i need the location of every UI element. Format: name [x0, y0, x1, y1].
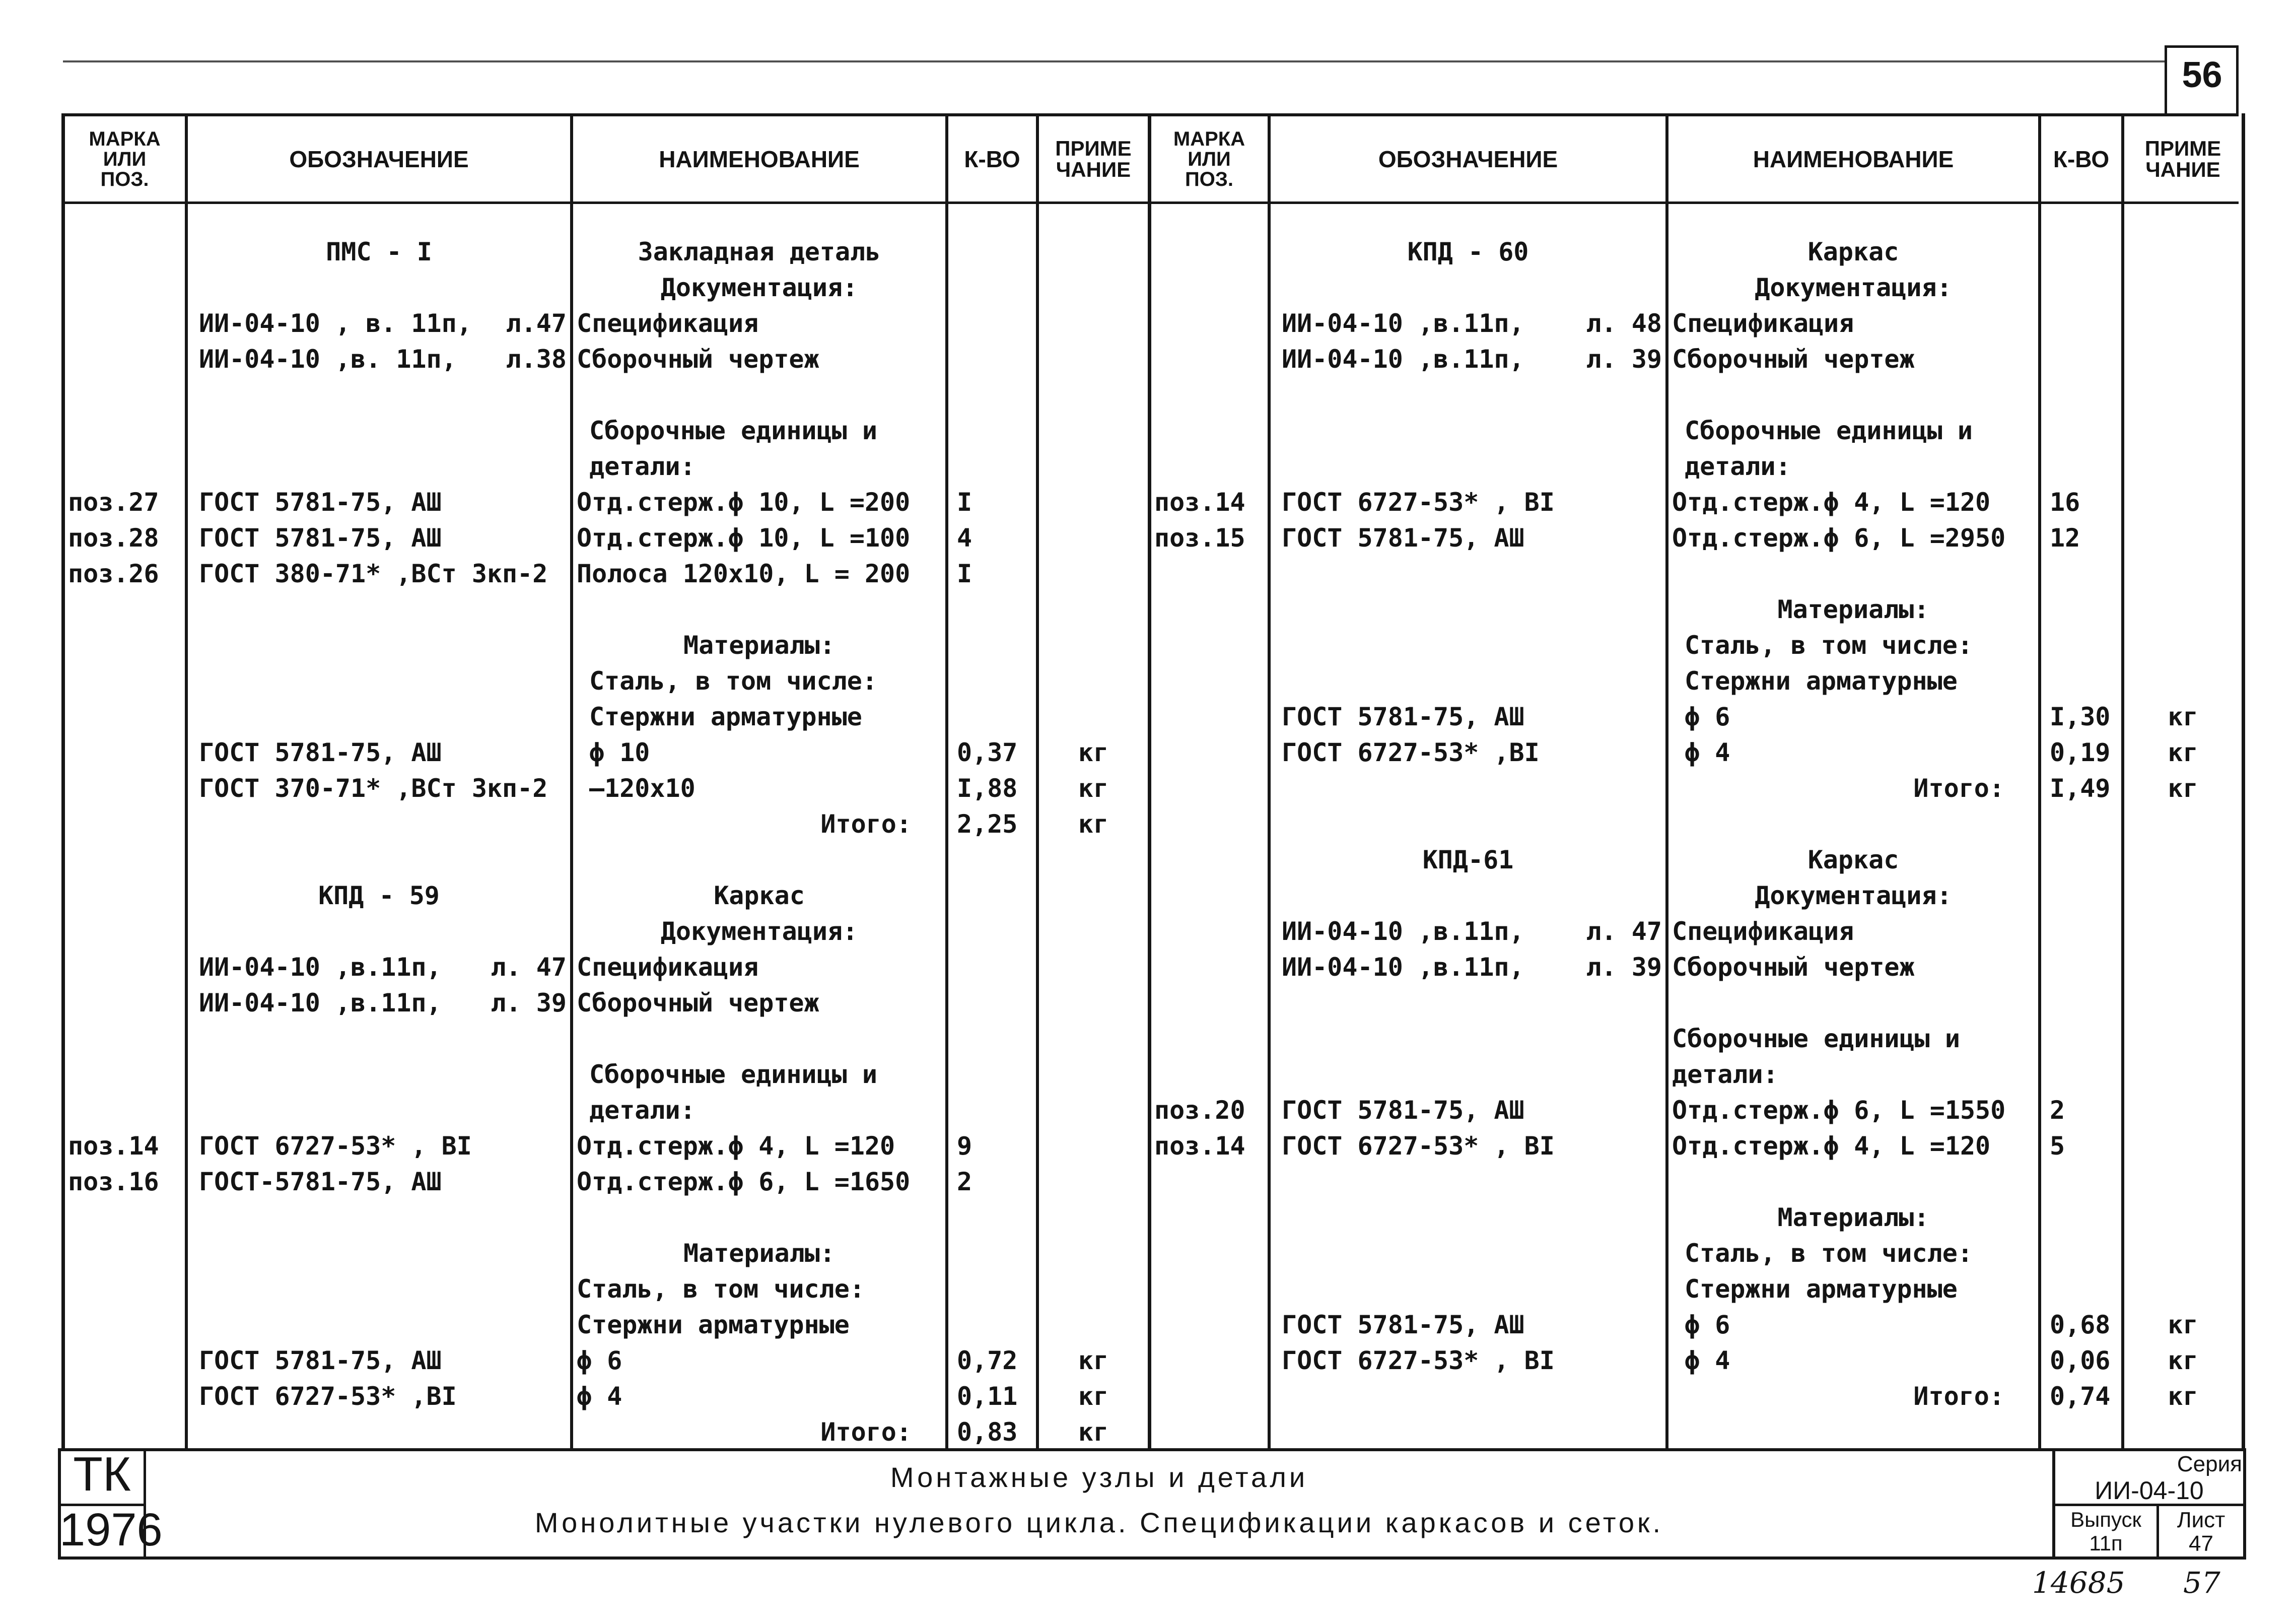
- designation: ИИ-04-10 ,в.11п,: [199, 953, 442, 982]
- stamp-bottom-border: [58, 1557, 2246, 1560]
- right-header-name: НАИМЕНОВАНИЕ: [1753, 146, 1954, 172]
- designation: ИИ-04-10 ,в.11п,: [1282, 345, 1524, 374]
- position-mark: поз.20: [1154, 1096, 1245, 1125]
- item-name: Сборочный чертеж: [577, 988, 819, 1018]
- item-name: Сборочные единицы и: [1672, 1024, 1960, 1053]
- designation: ГОСТ-5781-75, АШ: [199, 1167, 442, 1196]
- quantity: 5: [2050, 1131, 2065, 1161]
- name-heading: Материалы:: [1777, 1203, 1929, 1232]
- designation: ГОСТ 5781-75, АШ: [1282, 702, 1524, 731]
- footer-page-number: 57: [2183, 1566, 2220, 1600]
- unit-note: кг: [1078, 774, 1109, 803]
- item-name: Полоса 120x10, L = 200: [577, 559, 911, 588]
- page-number-box-right: [2236, 45, 2239, 113]
- quantity: 2,25: [957, 809, 1018, 839]
- item-name: Спецификация: [577, 953, 759, 982]
- item-name: –120x10: [589, 774, 695, 803]
- item-name: ϕ 6: [1685, 702, 1730, 731]
- designation: ИИ-04-10 ,в.11п,: [1282, 917, 1524, 946]
- item-name: детали:: [1685, 452, 1791, 481]
- item-name: ϕ 4: [1685, 1346, 1730, 1375]
- item-name: Отд.стерж.ϕ 6, L =1550: [1672, 1096, 2006, 1125]
- designation: ГОСТ 5781-75, АШ: [1282, 523, 1524, 553]
- quantity: 0,11: [957, 1382, 1018, 1411]
- position-mark: поз.14: [1154, 488, 1245, 517]
- designation: ГОСТ 6727-53* ,BI: [199, 1382, 457, 1411]
- column-divider: [61, 113, 65, 1448]
- quantity: 0,68: [2050, 1310, 2111, 1339]
- column-divider: [2038, 113, 2041, 1448]
- name-heading: Документация:: [1755, 881, 1952, 910]
- unit-note: кг: [2168, 1310, 2198, 1339]
- item-name: Отд.стерж.ϕ 4, L =120: [1672, 488, 1991, 517]
- quantity: 16: [2050, 488, 2080, 517]
- quantity: 0,72: [957, 1346, 1018, 1375]
- page-number-box-top: [2165, 45, 2239, 48]
- item-name: Спецификация: [577, 309, 759, 338]
- name-heading: Материалы:: [683, 631, 836, 660]
- quantity: I,30: [2050, 702, 2111, 731]
- quantity: I: [957, 559, 972, 588]
- position-mark: поз.14: [1154, 1131, 1245, 1161]
- designation: ГОСТ 5781-75, АШ: [1282, 1310, 1524, 1339]
- designation: ГОСТ 5781-75, АШ: [199, 523, 442, 553]
- position-mark: поз.14: [68, 1131, 159, 1161]
- unit-note: кг: [1078, 809, 1109, 839]
- name-heading: Каркас: [1807, 237, 1899, 266]
- item-name: Отд.стерж.ϕ 4, L =120: [577, 1131, 895, 1161]
- designation: ГОСТ 380-71* ,ВСт 3кп-2: [199, 559, 548, 588]
- designation: ГОСТ 6727-53* , BI: [199, 1131, 472, 1161]
- designation: ГОСТ 5781-75, АШ: [1282, 1096, 1524, 1125]
- sheet-reference: л.47: [506, 309, 567, 338]
- position-mark: поз.28: [68, 523, 159, 553]
- item-name: детали:: [589, 452, 695, 481]
- item-name: детали:: [589, 1096, 695, 1125]
- position-mark: поз.16: [68, 1167, 159, 1196]
- item-name: ϕ 6: [1685, 1310, 1730, 1339]
- left-header-qty: К-ВО: [964, 146, 1020, 172]
- unit-note: кг: [1078, 1382, 1109, 1411]
- item-name: Сборочный чертеж: [1672, 953, 1915, 982]
- page-number: 56: [2182, 55, 2222, 95]
- unit-note: кг: [2168, 738, 2198, 767]
- sheet-reference: л.38: [506, 345, 567, 374]
- issue-label: Выпуск: [2070, 1508, 2141, 1531]
- left-header-mark: МАРКА ИЛИ ПОЗ.: [89, 128, 161, 190]
- series-value: ИИ-04-10: [2095, 1476, 2204, 1505]
- item-name: Сталь, в том числе:: [1685, 631, 1973, 660]
- item-name: Стержни арматурные: [1685, 1274, 1958, 1304]
- issue-value: 11п: [2089, 1531, 2123, 1555]
- quantity: 0,19: [2050, 738, 2111, 767]
- position-mark: поз.15: [1154, 523, 1245, 553]
- sheet-reference: л. 48: [1586, 309, 1662, 338]
- unit-note: кг: [2168, 774, 2198, 803]
- top-rule: [63, 60, 2166, 62]
- sheet-label: Лист: [2177, 1508, 2225, 1532]
- item-name: ϕ 4: [1685, 738, 1730, 767]
- designation: ГОСТ 6727-53* , BI: [1282, 1346, 1555, 1375]
- item-name: ϕ 4: [577, 1382, 622, 1411]
- designation: ИИ-04-10 ,в.11п,: [1282, 309, 1524, 338]
- name-heading: Каркас: [1807, 845, 1899, 874]
- position-mark: поз.27: [68, 488, 159, 517]
- quantity: 9: [957, 1131, 972, 1161]
- item-mark-title: КПД - 60: [1407, 237, 1529, 266]
- item-name: Сталь, в том числе:: [577, 1274, 865, 1304]
- name-heading: Каркас: [714, 881, 805, 910]
- total-label: Итого:: [820, 1417, 912, 1447]
- table-bottom-border: [58, 1448, 2246, 1451]
- right-header-qty: К-ВО: [2053, 146, 2110, 172]
- designation: ИИ-04-10 ,в.11п,: [199, 988, 442, 1018]
- item-name: Стержни арматурные: [577, 1310, 850, 1339]
- item-name: Сборочные единицы и: [589, 1060, 877, 1089]
- left-header-note: ПРИМЕ ЧАНИЕ: [1055, 137, 1132, 181]
- left-header-designation: ОБОЗНАЧЕНИЕ: [289, 146, 469, 172]
- item-name: Сборочные единицы и: [589, 416, 877, 445]
- name-heading: Материалы:: [683, 1239, 836, 1268]
- item-name: Спецификация: [1672, 917, 1854, 946]
- item-name: Сталь, в том числе:: [1685, 1239, 1973, 1268]
- stamp-year: 1976: [59, 1504, 163, 1555]
- drawing-title-line-1: Монтажные узлы и детали: [890, 1461, 1308, 1493]
- series-label: Серия: [2177, 1452, 2242, 1476]
- item-name: Сборочные единицы и: [1685, 416, 1973, 445]
- quantity: 2: [2050, 1096, 2065, 1125]
- unit-note: кг: [2168, 1346, 2198, 1375]
- sheet-reference: л. 47: [1586, 917, 1662, 946]
- quantity: 0,83: [957, 1417, 1018, 1447]
- quantity: I,88: [957, 774, 1018, 803]
- item-mark-title: ПМС - I: [326, 237, 432, 266]
- item-name: Сталь, в том числе:: [589, 666, 877, 696]
- position-mark: поз.26: [68, 559, 159, 588]
- designation: ГОСТ 370-71* ,ВСт 3кп-2: [199, 774, 548, 803]
- item-name: Отд.стерж.ϕ 6, L =1650: [577, 1167, 911, 1196]
- total-label: Итого:: [1913, 774, 2004, 803]
- right-header-mark: МАРКА ИЛИ ПОЗ.: [1173, 128, 1245, 190]
- designation: ИИ-04-10 ,в. 11п,: [199, 345, 457, 374]
- left-header-name: НАИМЕНОВАНИЕ: [659, 146, 860, 172]
- item-name: Отд.стерж.ϕ 4, L =120: [1672, 1131, 1991, 1161]
- item-name: Сборочный чертеж: [1672, 345, 1915, 374]
- stamp-org: ТК: [73, 1447, 131, 1501]
- designation: ГОСТ 5781-75, АШ: [199, 488, 442, 517]
- designation: ГОСТ 6727-53* ,BI: [1282, 738, 1540, 767]
- item-name: Сборочный чертеж: [577, 345, 819, 374]
- name-heading: Материалы:: [1777, 595, 1929, 624]
- unit-note: кг: [1078, 738, 1109, 767]
- item-name: Отд.стерж.ϕ 10, L =200: [577, 488, 911, 517]
- quantity: 2: [957, 1167, 972, 1196]
- name-heading: Документация:: [660, 917, 858, 946]
- designation: ГОСТ 6727-53* , BI: [1282, 488, 1555, 517]
- sheet-reference: л. 39: [1586, 345, 1662, 374]
- quantity: I: [957, 488, 972, 517]
- name-heading: Закладная деталь: [638, 237, 881, 266]
- inventory-number: 14685: [2032, 1566, 2125, 1600]
- unit-note: кг: [1078, 1346, 1109, 1375]
- designation: ГОСТ 5781-75, АШ: [199, 1346, 442, 1375]
- designation: ГОСТ 6727-53* , BI: [1282, 1131, 1555, 1161]
- total-label: Итого:: [1913, 1382, 2004, 1411]
- item-name: детали:: [1672, 1060, 1778, 1089]
- drawing-title-line-2: Монолитные участки нулевого цикла. Спецификации каркасов и сеток.: [534, 1507, 1664, 1538]
- sheet-reference: л. 47: [491, 953, 567, 982]
- designation: ИИ-04-10 , в. 11п,: [199, 309, 472, 338]
- quantity: 12: [2050, 523, 2080, 553]
- unit-note: кг: [1078, 1417, 1109, 1447]
- right-header-designation: ОБОЗНАЧЕНИЕ: [1378, 146, 1558, 172]
- designation: ИИ-04-10 ,в.11п,: [1282, 953, 1524, 982]
- item-name: Отд.стерж.ϕ 6, L =2950: [1672, 523, 2006, 553]
- quantity: 0,37: [957, 738, 1018, 767]
- quantity: 4: [957, 523, 972, 553]
- item-name: Отд.стерж.ϕ 10, L =100: [577, 523, 911, 553]
- right-header-note: ПРИМЕ ЧАНИЕ: [2144, 137, 2221, 181]
- unit-note: кг: [2168, 1382, 2198, 1411]
- page-number-box-left: [2165, 45, 2167, 113]
- item-mark-title: КПД - 59: [318, 881, 440, 910]
- quantity: 0,74: [2050, 1382, 2111, 1411]
- item-mark-title: КПД-61: [1422, 845, 1514, 874]
- name-heading: Документация:: [1755, 273, 1952, 302]
- item-name: Стержни арматурные: [1685, 666, 1958, 696]
- sheet-value: 47: [2189, 1531, 2213, 1556]
- sheet-reference: л. 39: [1586, 953, 1662, 982]
- unit-note: кг: [2168, 702, 2198, 731]
- sheet-reference: л. 39: [491, 988, 567, 1018]
- item-name: Стержни арматурные: [589, 702, 862, 731]
- designation: ГОСТ 5781-75, АШ: [199, 738, 442, 767]
- quantity: I,49: [2050, 774, 2111, 803]
- total-label: Итого:: [820, 809, 912, 839]
- quantity: 0,06: [2050, 1346, 2111, 1375]
- item-name: ϕ 10: [589, 738, 650, 767]
- item-name: ϕ 6: [577, 1346, 622, 1375]
- item-name: Спецификация: [1672, 309, 1854, 338]
- name-heading: Документация:: [660, 273, 858, 302]
